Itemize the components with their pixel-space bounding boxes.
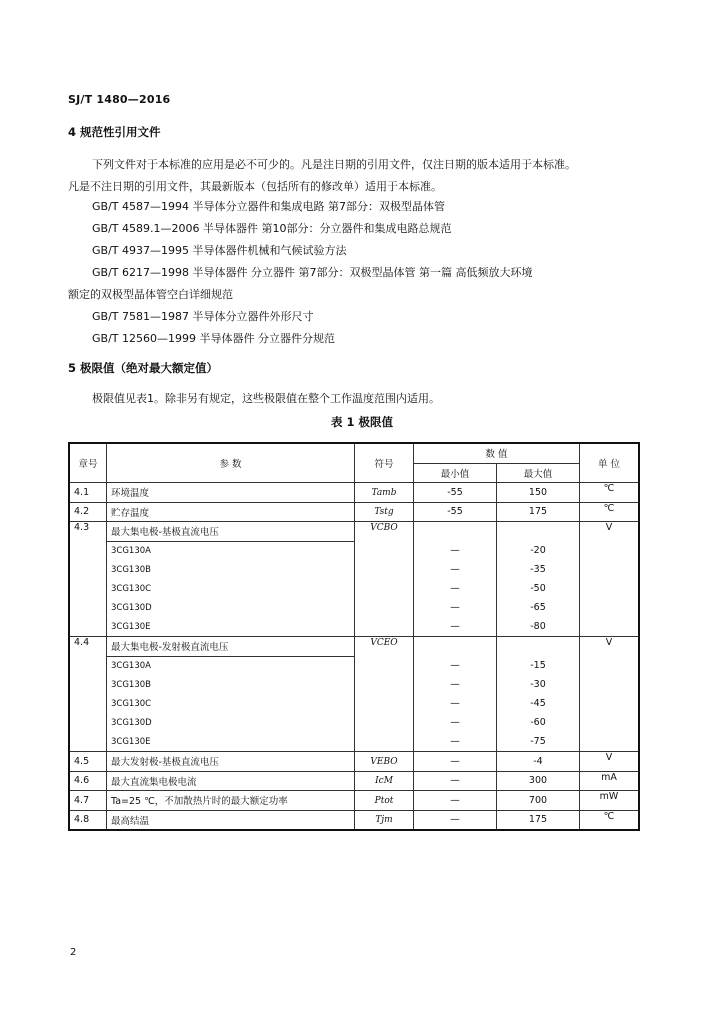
cell-parameter: 环境温度 xyxy=(107,483,355,503)
cell-min: — xyxy=(450,679,460,690)
cell-min: — xyxy=(450,564,460,575)
cell-chapter: 4.8 xyxy=(69,810,107,830)
cell-min: — xyxy=(450,545,460,556)
cell-symbol: VCBO xyxy=(370,523,398,533)
cell-symbol: VCEO xyxy=(370,638,398,648)
cell-max: -80 xyxy=(530,621,546,632)
cell-unit: ℃ xyxy=(580,502,640,522)
section-4-heading: 4 规范性引用文件 xyxy=(68,125,161,139)
cell-chapter: 4.5 xyxy=(69,752,107,772)
cell-parameter: 最高结温 xyxy=(107,810,355,830)
cell-chapter: 4.4 xyxy=(69,637,107,752)
table-row xyxy=(69,752,639,772)
cell-min: — xyxy=(450,583,460,594)
cell-min: — xyxy=(414,771,497,791)
cell-model: 3CG130B xyxy=(107,676,355,695)
cell-max: 150 xyxy=(497,483,580,503)
cell-symbol: Tjm xyxy=(375,815,393,826)
cell-max: 175 xyxy=(497,502,580,522)
cell-min: — xyxy=(414,752,497,772)
header-symbol: 符号 xyxy=(355,443,414,483)
cell-model: 3CG130A xyxy=(107,656,355,675)
cell-symbol: Tstg xyxy=(374,507,394,518)
cell-parameter: 贮存温度 xyxy=(107,502,355,522)
cell-max: -65 xyxy=(530,602,546,613)
section-5-intro: 极限值见表1。除非另有规定，这些极限值在整个工作温度范围内适用。 xyxy=(92,392,440,405)
cell-unit: mA xyxy=(580,771,640,791)
cell-chapter: 4.7 xyxy=(69,791,107,811)
cell-model: 3CG130D xyxy=(107,598,355,617)
cell-max: -4 xyxy=(497,752,580,772)
section-5-heading: 5 极限值（绝对最大额定值） xyxy=(68,361,219,375)
cell-max: 300 xyxy=(497,771,580,791)
cell-model: 3CG130C xyxy=(107,694,355,713)
intro-line-1: 下列文件对于本标准的应用是必不可少的。凡是注日期的引用文件，仅注日期的版本适用于本标准。 xyxy=(92,158,576,171)
cell-model: 3CG130E xyxy=(107,732,355,751)
header-unit: 单 位 xyxy=(580,443,640,483)
table-header-row xyxy=(69,443,639,463)
cell-min: — xyxy=(414,810,497,830)
cell-model: 3CG130A xyxy=(107,541,355,560)
cell-chapter: 4.2 xyxy=(69,502,107,522)
cell-model: 3CG130E xyxy=(107,617,355,636)
cell-max: -50 xyxy=(530,583,546,594)
table-row xyxy=(69,771,639,791)
limits-table xyxy=(68,442,640,831)
cell-min: — xyxy=(450,736,460,747)
table-row xyxy=(69,637,639,657)
cell-chapter: 4.1 xyxy=(69,483,107,503)
cell-parameter: 最大集电极-基极直流电压 xyxy=(107,522,355,542)
cell-parameter: 最大集电极-发射极直流电压 xyxy=(107,637,355,657)
reference-item: GB/T 4589.1—2006 半导体器件 第10部分：分立器件和集成电路总规范 xyxy=(92,222,452,235)
reference-item: GB/T 6217—1998 半导体器件 分立器件 第7部分：双极型晶体管 第一篇 高低频放大环境 xyxy=(92,266,533,279)
table-row xyxy=(69,483,639,503)
cell-max: -15 xyxy=(530,660,546,671)
table-row xyxy=(69,791,639,811)
cell-symbol: IcM xyxy=(375,776,393,787)
cell-min: — xyxy=(450,717,460,728)
header-value: 数 值 xyxy=(414,443,580,463)
reference-item: GB/T 12560—1999 半导体器件 分立器件分规范 xyxy=(92,332,335,345)
cell-unit: ℃ xyxy=(580,810,640,830)
reference-item: GB/T 4587—1994 半导体分立器件和集成电路 第7部分：双极型晶体管 xyxy=(92,200,445,213)
cell-model: 3CG130B xyxy=(107,561,355,580)
cell-parameter: 最大发射极-基极直流电压 xyxy=(107,752,355,772)
cell-unit: V xyxy=(580,522,640,637)
cell-model: 3CG130C xyxy=(107,579,355,598)
cell-parameter: Ta=25 ℃，不加散热片时的最大额定功率 xyxy=(107,791,355,811)
document-id: SJ/T 1480—2016 xyxy=(68,93,171,106)
header-chapter: 章号 xyxy=(69,443,107,483)
intro-line-2: 凡是不注日期的引用文件，其最新版本（包括所有的修改单）适用于本标准。 xyxy=(68,180,442,193)
cell-parameter: 最大直流集电极电流 xyxy=(107,771,355,791)
cell-min: — xyxy=(450,698,460,709)
cell-max: -60 xyxy=(530,717,546,728)
cell-model: 3CG130D xyxy=(107,713,355,732)
cell-max: -35 xyxy=(530,564,546,575)
cell-max: 175 xyxy=(497,810,580,830)
cell-unit: ℃ xyxy=(580,483,640,503)
cell-max: -75 xyxy=(530,736,546,747)
cell-unit: V xyxy=(580,752,640,772)
cell-min: — xyxy=(414,791,497,811)
cell-max: -45 xyxy=(530,698,546,709)
cell-chapter: 4.3 xyxy=(69,522,107,637)
table-caption: 表 1 极限值 xyxy=(330,415,393,429)
reference-item: GB/T 7581—1987 半导体分立器件外形尺寸 xyxy=(92,310,314,323)
cell-max: -20 xyxy=(530,545,546,556)
header-parameter: 参 数 xyxy=(107,443,355,483)
cell-min: -55 xyxy=(414,483,497,503)
cell-symbol: Tamb xyxy=(371,487,397,498)
reference-item: GB/T 4937—1995 半导体器件机械和气候试验方法 xyxy=(92,244,347,257)
page-number: 2 xyxy=(70,947,77,958)
table-row xyxy=(69,502,639,522)
cell-unit: mW xyxy=(580,791,640,811)
header-max: 最大值 xyxy=(497,463,580,483)
table-row xyxy=(69,522,639,542)
cell-symbol: VEBO xyxy=(370,756,398,767)
cell-min: — xyxy=(450,621,460,632)
cell-min: — xyxy=(450,660,460,671)
cell-max: -30 xyxy=(530,679,546,690)
cell-symbol: Ptot xyxy=(374,795,394,806)
cell-chapter: 4.6 xyxy=(69,771,107,791)
reference-item-continuation: 额定的双极型晶体管空白详细规范 xyxy=(68,288,233,301)
section-4-intro xyxy=(68,154,660,198)
cell-max: 700 xyxy=(497,791,580,811)
table-row xyxy=(69,810,639,830)
cell-min: -55 xyxy=(414,502,497,522)
cell-min: — xyxy=(450,602,460,613)
cell-unit: V xyxy=(580,637,640,752)
header-min: 最小值 xyxy=(414,463,497,483)
